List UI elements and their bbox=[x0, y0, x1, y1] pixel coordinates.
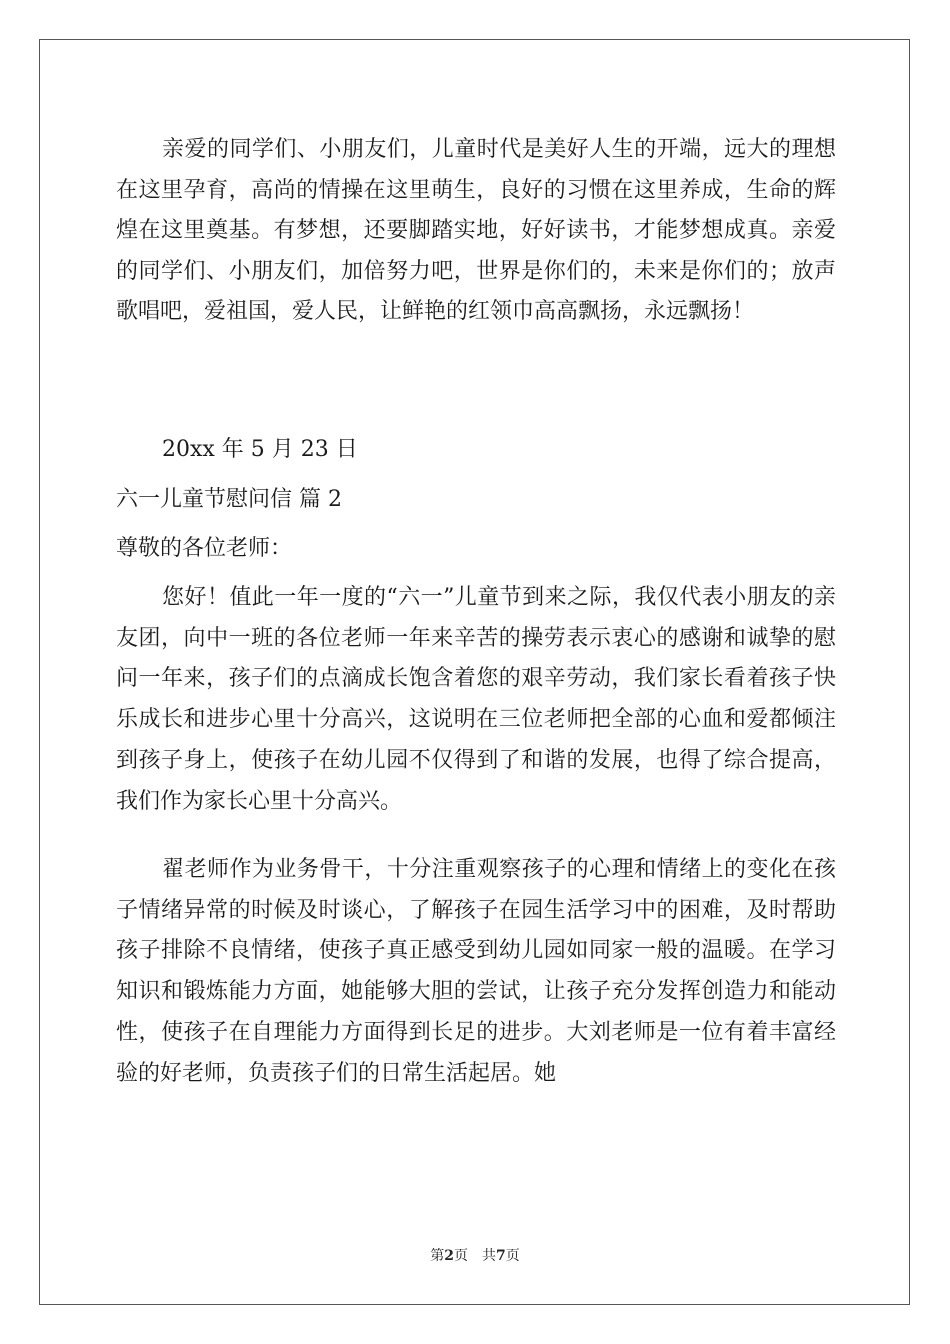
letter2-body-2 bbox=[116, 850, 836, 1094]
letter2-heading: 六一儿童节慰问信 篇 2 bbox=[116, 487, 342, 512]
footer-total-prefix: 共 bbox=[482, 1248, 496, 1264]
footer-total-suffix: 页 bbox=[505, 1248, 520, 1264]
footer-page-prefix: 第 bbox=[430, 1248, 445, 1264]
letter1-closing bbox=[116, 130, 836, 333]
letter-date: 20xx 年 5 月 23 日 bbox=[162, 437, 358, 462]
footer-page-mid: 页 bbox=[454, 1248, 468, 1264]
body-paragraph-2: 翟老师作为业务骨干，十分注重观察孩子的心理和情绪上的变化在孩子情绪异常的时候及时谈心，了解孩子在园生活学习中的困难，及时帮助孩子排除不良情绪，使孩子真正感受到幼儿园如同家一般的温暖。在学习知识和锻炼能力方面，她能够大胆的尝试，让孩子充分发挥创造力和能动性，使孩子在自理能力方面得到长足的进步。大刘老师是一位有着丰富经验的好老师，负责孩子们的日常生活起居。她 bbox=[116, 857, 836, 1086]
letter2-body-1 bbox=[116, 578, 836, 822]
page-footer bbox=[0, 1245, 950, 1265]
footer-page-current: 2 bbox=[444, 1248, 454, 1264]
letter2-salutation: 尊敬的各位老师： bbox=[116, 536, 293, 561]
footer-page-total: 7 bbox=[496, 1248, 506, 1264]
body-paragraph-1: 您好！值此一年一度的“六一”儿童节到来之际，我仅代表小朋友的亲友团，向中一班的各位老师一年来辛苦的操劳表示衷心的感谢和诚挚的慰问一年来，孩子们的点滴成长饱含着您的艰辛劳动，我们家长看着孩子快乐成长和进步心里十分高兴，这说明在三位老师把全部的心血和爱都倾注到孩子身上，使孩子在幼儿园不仅得到了和谐的发展，也得了综合提高，我们作为家长心里十分高兴。 bbox=[116, 585, 836, 814]
closing-paragraph: 亲爱的同学们、小朋友们，儿童时代是美好人生的开端，远大的理想在这里孕育，高尚的情操在这里萌生，良好的习惯在这里养成，生命的辉煌在这里奠基。有梦想，还要脚踏实地，好好读书，才能梦想成真。亲爱的同学们、小朋友们，加倍努力吧，世界是你们的，未来是你们的；放声歌唱吧，爱祖国，爱人民，让鲜艳的红领巾高高飘扬，永远飘扬！ bbox=[116, 137, 836, 324]
